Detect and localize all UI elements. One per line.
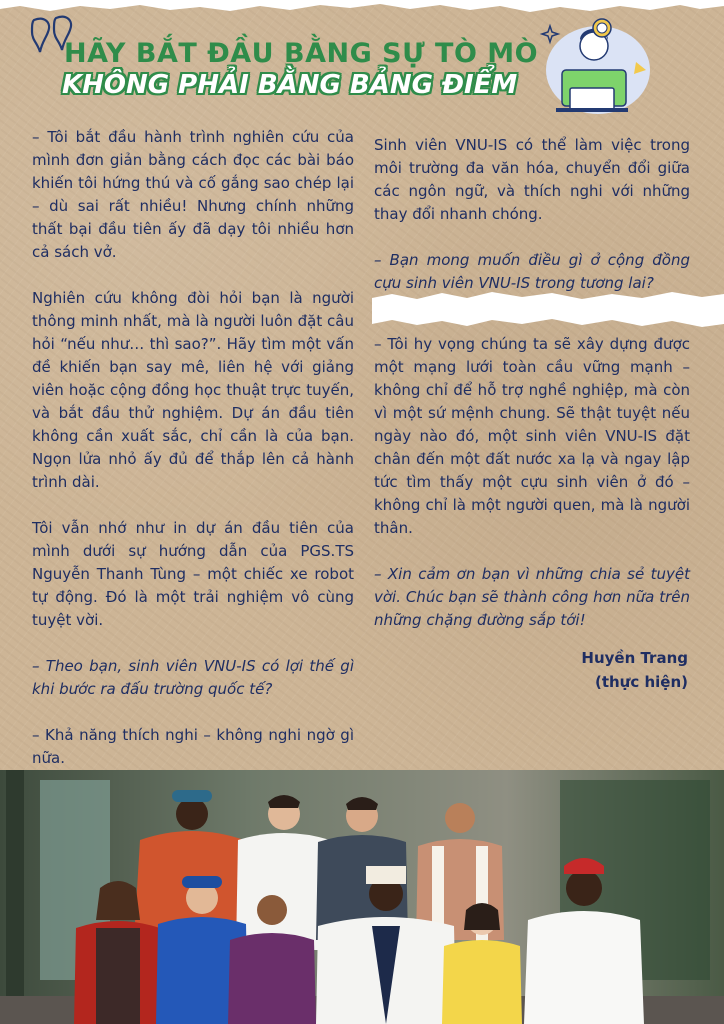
paragraph: Nghiên cứu không đòi hỏi bạn là người thông minh nhất, mà là người luôn đặt câu hỏi “nếu như… thì sao?”. Hãy tìm một vấn đề khiến bạn say mê, liên hệ với giảng viên hoặc cộng đồng học thuật trực tuyến, và bắt đầu thử nghiệm. Dự án đầu tiên không cần xuất sắc, chỉ cần là của bạn. Ngọn lửa nhỏ ấy đủ để thắp lên cả hành trình dài. — [32, 289, 354, 491]
paragraph: – Tôi bắt đầu hành trình nghiên cứu của mình đơn giản bằng cách đọc các bài báo khiến tôi hứng thú và cố gắng sao chép lại – dù sai rất nhiều! Nhưng chính những thất bại đầu tiên ấy đã dạy tôi nhiều hơn cả sách vở. — [32, 128, 354, 261]
closing-remark: – Xin cảm ơn bạn vì những chia sẻ tuyệt vời. Chúc bạn sẽ thành công hơn nữa trên những chặng đường sắp tới! — [374, 565, 690, 629]
right-column — [374, 134, 690, 694]
author-credit — [374, 646, 690, 694]
student-with-laptop-illustration — [536, 14, 656, 116]
author-name: Huyền Trang — [581, 649, 688, 667]
interview-question: – Theo bạn, sinh viên VNU-IS có lợi thế gì khi bước ra đấu trường quốc tế? — [32, 657, 354, 698]
group-photo-international-students — [0, 770, 724, 1024]
paragraph: Sinh viên VNU-IS có thể làm việc trong môi trường đa văn hóa, chuyển đổi giữa các ngôn ngữ, và thích nghi với những thay đổi nhanh chóng. — [374, 136, 690, 223]
page-subtitle: KHÔNG PHẢI BẰNG BẢNG ĐIỂM — [62, 70, 518, 100]
left-column — [32, 126, 354, 793]
interview-answer: – Tôi hy vọng chúng ta sẽ xây dựng được một mạng lưới toàn cầu vững mạnh – không chỉ để hỗ trợ nghề nghiệp, mà còn vì một sứ mệnh chung. Sẽ thật tuyệt nếu ngày nào đó, một sinh viên VNU-IS đặt chân đến một đất nước xa lạ và ngay lập tức tìm thấy một cựu sinh viên ở đó – không chỉ là một người quen, mà là người thân. — [374, 335, 690, 537]
torn-paper-top-edge — [0, 0, 724, 14]
interview-question: – Bạn mong muốn điều gì ở cộng đồng cựu sinh viên VNU-IS trong tương lai? — [374, 251, 690, 292]
interview-answer: – Khả năng thích nghi – không nghi ngờ gì nữa. — [32, 726, 354, 767]
page-title: HÃY BẮT ĐẦU BẰNG SỰ TÒ MÒ — [64, 38, 539, 69]
author-role: (thực hiện) — [594, 673, 688, 691]
paragraph: Tôi vẫn nhớ như in dự án đầu tiên của mình dưới sự hướng dẫn của PGS.TS Nguyễn Thanh Tùng – một chiếc xe robot tự động. Đó là một trải nghiệm vô cùng tuyệt vời. — [32, 519, 354, 629]
